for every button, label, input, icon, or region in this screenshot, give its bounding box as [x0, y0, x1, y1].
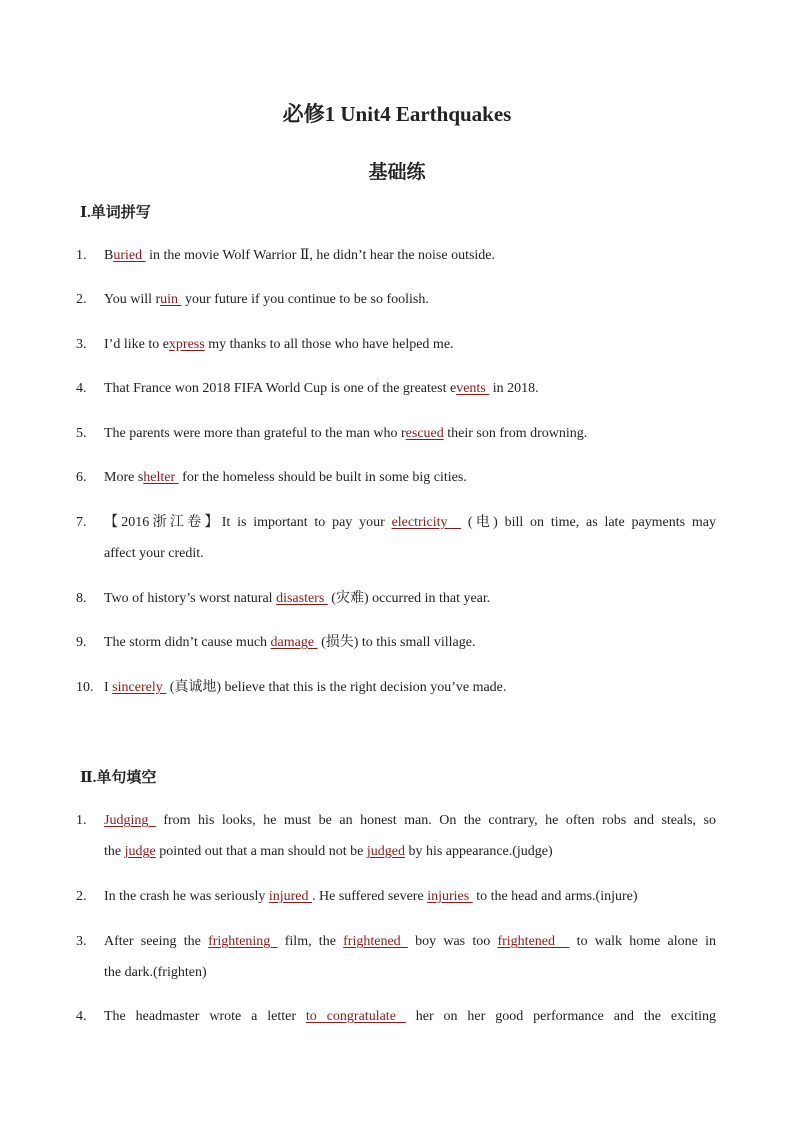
answer: Judging — [104, 813, 156, 828]
fill-item-2 — [76, 881, 716, 912]
item-text: their son from drowning. — [443, 426, 588, 441]
item-text: In the crash he was seriously — [104, 889, 269, 904]
item-text: by his appearance.(judge) — [404, 844, 553, 859]
item-text: 【2016浙江卷】It is important to pay your — [104, 515, 392, 530]
item-text: (灾难) occurred in that year. — [327, 591, 491, 606]
item-number: 1. — [76, 248, 87, 263]
answer: frightened — [497, 934, 570, 949]
spelling-item-8 — [76, 583, 716, 614]
item-number: 4. — [76, 1009, 87, 1024]
item-text: That France won 2018 FIFA World Cup is one of the greatest e — [104, 381, 457, 396]
fill-item-4 — [76, 1001, 716, 1032]
answer: electricity — [391, 515, 462, 530]
item-number: 9. — [76, 635, 87, 650]
spelling-item-5 — [76, 418, 716, 449]
item-text: to walk home alone in — [569, 934, 716, 949]
answer: sincerely — [112, 680, 167, 695]
page-subtitle: 基础练 — [368, 162, 426, 183]
spelling-item-1 — [76, 240, 716, 271]
item-number: 5. — [76, 426, 87, 441]
item-text: More s — [104, 470, 144, 485]
spelling-item-9 — [76, 627, 716, 658]
item-number: 2. — [76, 889, 87, 904]
item-number: 1. — [76, 813, 87, 828]
item-text: pointed out that a man should not be — [155, 844, 367, 859]
answer: xpress — [168, 337, 205, 352]
item-text: (损失) to this small village. — [317, 635, 476, 650]
spelling-item-2 — [76, 284, 716, 315]
item-text: film, the — [277, 934, 344, 949]
item-text: The parents were more than grateful to the man who r — [104, 426, 406, 441]
answer: escued — [405, 426, 444, 441]
answer: injured — [268, 889, 312, 904]
item-text: my thanks to all those who have helped me. — [204, 337, 454, 352]
section-heading-fill-in: Ⅱ.单句填空 — [80, 770, 157, 786]
item-text-continued: the dark.(frighten) — [104, 965, 207, 980]
item-text: in the movie Wolf Warrior Ⅱ, he didn’t hear the noise outside. — [145, 248, 496, 263]
spelling-item-3 — [76, 329, 716, 360]
item-text: (真诚地) believe that this is the right decision you’ve made. — [166, 680, 507, 695]
item-number: 4. — [76, 381, 87, 396]
answer: judged — [366, 844, 405, 859]
answer: vents — [456, 381, 490, 396]
item-number: 7. — [76, 515, 87, 530]
answer: helter — [143, 470, 179, 485]
item-text: her on her good performance and the exciting — [405, 1009, 717, 1024]
answer: frightening — [208, 934, 278, 949]
item-text: Two of history’s worst natural — [104, 591, 277, 606]
item-text: boy was too — [407, 934, 498, 949]
fill-item-3 — [76, 926, 716, 988]
item-text: your future if you continue to be so foolish. — [181, 292, 429, 307]
item-number: 6. — [76, 470, 87, 485]
item-text: You will r — [104, 292, 161, 307]
item-text: The storm didn’t cause much — [104, 635, 271, 650]
item-text: the — [104, 844, 125, 859]
item-number: 2. — [76, 292, 87, 307]
spelling-item-4 — [76, 373, 716, 404]
item-number: 8. — [76, 591, 87, 606]
answer: uried — [113, 248, 146, 263]
item-text: from his looks, he must be an honest man. On the contrary, he often robs and steals, so — [155, 813, 717, 828]
item-text: (电) bill on time, as late payments may — [461, 515, 716, 530]
section-heading-spelling: Ⅰ.单词拼写 — [80, 205, 151, 221]
item-text: for the homeless should be built in some big cities. — [178, 470, 467, 485]
item-text: The headmaster wrote a letter — [104, 1009, 306, 1024]
item-text: I’d like to e — [104, 337, 169, 352]
answer: disasters — [276, 591, 328, 606]
item-text: . He suffered severe — [312, 889, 428, 904]
item-text: in 2018. — [489, 381, 539, 396]
spelling-item-10 — [76, 672, 716, 703]
fill-item-1 — [76, 805, 716, 867]
item-text: to the head and arms.(injure) — [472, 889, 638, 904]
item-text: I — [104, 680, 113, 695]
spelling-item-7 — [76, 507, 716, 569]
item-number: 3. — [76, 934, 87, 949]
answer: uin — [160, 292, 182, 307]
item-number: 10. — [76, 680, 94, 695]
item-number: 3. — [76, 337, 87, 352]
item-text: B — [104, 248, 114, 263]
answer: to congratulate — [305, 1009, 406, 1024]
item-text-continued: affect your credit. — [104, 546, 204, 561]
item-text: After seeing the — [104, 934, 209, 949]
answer: judge — [124, 844, 156, 859]
answer: damage — [270, 635, 318, 650]
spelling-item-6 — [76, 462, 716, 493]
answer: frightened — [343, 934, 408, 949]
page-title: 必修1 Unit4 Earthquakes — [282, 102, 512, 126]
answer: injuries — [427, 889, 473, 904]
